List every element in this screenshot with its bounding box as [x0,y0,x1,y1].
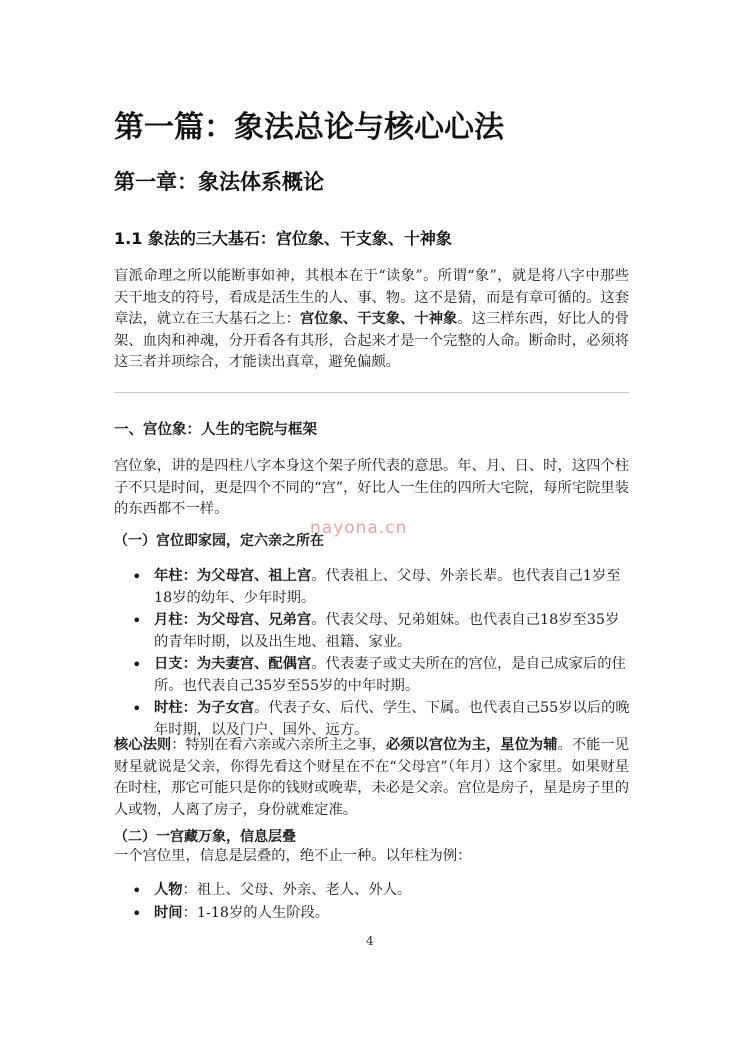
section-divider [114,392,629,393]
core-rule-paragraph [114,735,629,821]
subsub-title-home: （一）宫位即家园，定六亲之所在 [114,533,324,549]
layers-paragraph: 一个宫位里，信息是层叠的，绝不止一种。以年柱为例： [114,848,472,864]
intro-text-2: 。这三样东西，好比人的骨架、血肉和神魂，分开看各有其形，合起来才是一个完整的人命。断命时，必须将这三者并项综合，才能读出真章，避免偏颇。 [114,311,630,370]
core-bold: 必须以宫位为主，星位为辅 [385,737,558,753]
item-text: 。代表祖上、父母、外亲长辈。也代表自己1岁至18岁的幼年、少年时期。 [154,568,621,606]
core-text-1: ：特别在看六亲或六亲所主之事， [171,737,386,753]
subsub-title-layers: （二）一宫藏万象，信息层叠 [114,829,296,845]
item-head: 日支：为夫妻宫、配偶宫 [154,656,312,672]
item-text: 。代表子女、后代、学生、下属。也代表自己55岁以后的晚年时期，以及门户、国外、远方。 [154,700,630,738]
item-text: 。代表妻子或丈夫所在的宫位，是自己成家后的住所。也代表自己35岁至55岁的中年时期。 [154,656,626,694]
core-label: 核心法则 [114,737,172,753]
chapter-title: 第一章：象法体系概论 [114,170,324,194]
intro-paragraph [114,266,629,374]
part-title: 第一篇：象法总论与核心心法 [114,110,504,145]
list-item [130,566,630,609]
item-head: 月柱：为父母宫、兄弟宫 [154,612,312,628]
subsection-title-palace: 一、宫位象：人生的宅院与框架 [114,422,317,438]
pillar-list [130,566,630,742]
section-title: 1.1 象法的三大基石：宫位象、干支象、十神象 [114,229,452,248]
core-text-2: 。不能一见财星就说是父亲，你得先看这个财星在不在“父母宫”（年月）这个家里。如果财星在时柱，那它可能只是你的钱财或晚辈，未必是父亲。宫位是房子，星是房子里的人或物，人离了房子，身份就难定准。 [114,737,630,818]
palace-paragraph: 宫位象，讲的是四柱八字本身这个架子所代表的意思。年、月、日、时，这四个柱子不只是时间，更是四个不同的“宫”，好比人一生住的四所大宅院，每所宅院里装的东西都不一样。 [114,458,630,517]
list-item [130,903,630,925]
item-text: 。代表父母、兄弟姐妹。也代表自己18岁至35岁的青年时期，以及出生地、祖籍、家业。 [154,612,620,650]
intro-text-1: 盲派命理之所以能断事如神，其根本在于“读象”。所谓“象”，就是将八字中那些天干地支的符号，看成是活生生的人、事、物。这不是猜，而是有章可循的。这套章法，就立在三大基石之上： [114,268,629,327]
item-head: 时间 [154,904,183,921]
list-item [130,610,630,653]
item-head: 时柱：为子女宫 [154,700,255,716]
watermark: nayona.cn [310,518,408,538]
list-item [130,654,630,697]
page-number: 4 [366,934,374,948]
item-text: ：祖上、父母、外亲、老人、外人。 [182,882,412,898]
list-item [130,880,630,902]
year-pillar-list [130,880,630,925]
intro-bold: 宫位象、干支象、十神象 [299,311,458,327]
item-text: ：1-18岁的人生阶段。 [182,904,330,921]
item-head: 年柱：为父母宫、祖上宫 [154,568,312,584]
item-head: 人物 [154,882,183,898]
